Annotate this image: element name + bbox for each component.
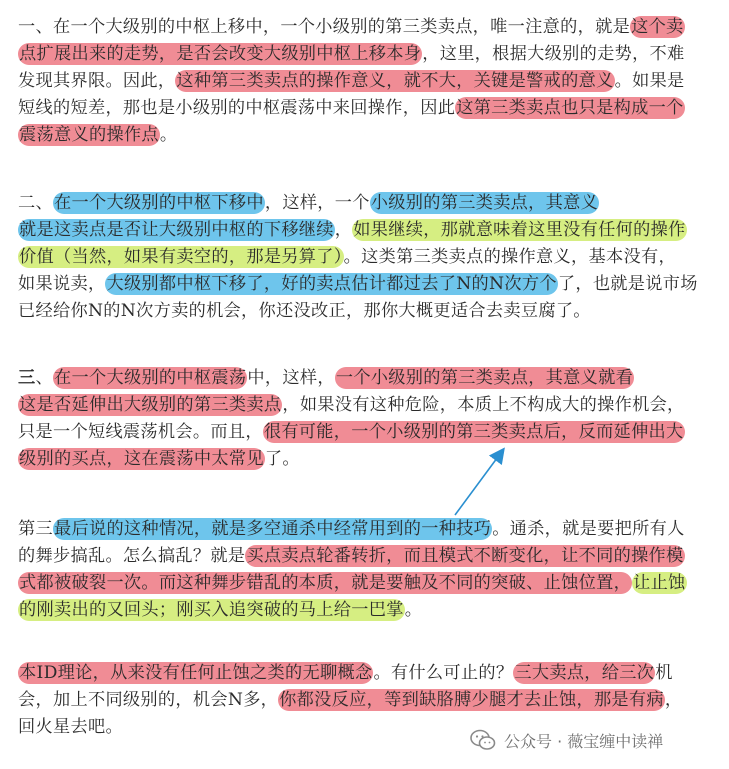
paragraph-4 — [18, 516, 718, 624]
text-line — [18, 365, 718, 392]
text-run: ，如果没有这种危险，本质上不构成大的操作机会， — [282, 395, 685, 415]
text-run: 第三 — [18, 519, 53, 539]
text-run: 一、在一个大级别的中枢上移中，一个小级别的第三类卖点，唯一注意的，就是 — [18, 17, 631, 37]
text-run: 。有什么可止的？ — [373, 663, 514, 683]
text-run: 机 — [655, 663, 673, 683]
text-line — [18, 41, 718, 68]
paragraph-1 — [18, 14, 718, 149]
paragraph-3 — [18, 365, 718, 473]
text-run: 。 — [404, 600, 423, 620]
text-run: 。通杀，就是要把所有人 — [492, 519, 685, 539]
text-line — [18, 14, 718, 41]
text-run: 。这类第三类卖点的操作意义，基本没有， — [343, 247, 676, 267]
text-run: 二、 — [18, 193, 53, 213]
highlight-red: 你都没反应，等到缺胳膊少腿才去止蚀，那是有病 — [279, 690, 664, 710]
highlight-red: 一个小级别的第三类卖点，其意义就看 — [335, 368, 634, 388]
watermark-text: 公众号 · 薇宝缠中读禅 — [504, 731, 664, 751]
text-run: 回火星去吧。 — [18, 717, 123, 737]
text-run: 会，加上不同级别的，机会N多， — [18, 690, 279, 710]
text-line — [18, 68, 718, 95]
highlight-green: 价值（当然，如果有卖空的，那是另算了） — [19, 247, 343, 267]
highlight-blue: 最后说的这种情况，就是多空通杀中经常用到的一种技巧 — [53, 519, 492, 539]
highlight-red: 震荡意义的操作点 — [19, 125, 159, 145]
highlight-green: 让止蚀 — [633, 573, 686, 593]
text-line — [18, 95, 718, 122]
text-line — [18, 244, 718, 271]
highlight-red: 这种第三类卖点的操作意义，就不大，关键是警戒的意义 — [176, 71, 614, 91]
highlight-red: 点扩展出来的走势，是否会改变大级别中枢上移本身 — [19, 44, 422, 64]
highlight-blue: 在一个大级别的中枢下移中 — [53, 193, 264, 213]
highlight-red: 级别的买点，这在震荡中太常见 — [19, 449, 264, 469]
text-line — [18, 271, 718, 298]
wechat-icon — [470, 729, 496, 751]
highlight-red: 这第三类卖点也只是构成一个 — [456, 98, 684, 118]
text-run: ， — [664, 690, 683, 710]
highlight-red: 三大卖点，给三次 — [514, 663, 655, 683]
highlight-red: 本ID理论，从来没有任何止蚀之类的无聊概念 — [19, 663, 373, 683]
text-run: ， — [334, 220, 353, 240]
text-line — [18, 217, 718, 244]
text-run: 。如果是 — [614, 71, 685, 91]
text-line — [18, 516, 718, 543]
text-line — [18, 298, 718, 325]
text-run: 、 — [35, 368, 53, 388]
highlight-red: 在一个大级别的中枢震荡 — [54, 368, 247, 388]
text-line — [18, 660, 718, 687]
text-run: 的舞步搞乱。怎么搞乱？就是 — [18, 546, 246, 566]
text-line — [18, 687, 718, 714]
highlight-green: 如果继续，那就意味着这里没有任何的操作 — [353, 220, 686, 240]
watermark — [470, 727, 663, 753]
text-run: ，这里，根据大级别的走势，不难 — [422, 44, 685, 64]
text-run: 中，这样， — [247, 368, 335, 388]
highlight-red: 很有可能，一个小级别的第三类卖点后，反而延伸出大 — [263, 422, 684, 442]
section-number: 三 — [18, 368, 36, 388]
paragraph-2 — [18, 190, 718, 325]
highlight-blue: 就是这卖点是否让大级别中枢的下移继续 — [19, 220, 334, 240]
text-line — [18, 392, 718, 419]
text-run: 已经给你N的N次方卖的机会，你还没改正，那你大概更适合去卖豆腐了。 — [18, 301, 591, 321]
text-run: 发现其界限。因此， — [18, 71, 176, 91]
highlight-blue: 小级别的第三类卖点，其意义 — [370, 193, 599, 213]
text-run: 短线的短差，那也是小级别的中枢震荡中来回操作，因此 — [18, 98, 456, 118]
text-run: 如果说卖， — [18, 274, 106, 294]
text-line — [18, 570, 718, 597]
text-run: 只是一个短线震荡机会。而且， — [18, 422, 263, 442]
text-line — [18, 543, 718, 570]
highlight-red: 这是否延伸出大级别的第三类卖点 — [19, 395, 282, 415]
text-run: 。 — [159, 125, 178, 145]
text-line — [18, 446, 718, 473]
highlight-blue: 大级别都中枢下移了，好的卖点估计都过去了N的N次方个 — [106, 274, 557, 294]
highlight-red: 式都被破裂一次。而这种舞步错乱的本质，就是要触及不同的突破、止蚀位置， — [19, 573, 632, 593]
text-line — [18, 190, 718, 217]
highlight-green: 的刚卖出的又回头；刚买入追突破的马上给一巴掌 — [19, 600, 404, 620]
highlight-red: 这个卖 — [631, 17, 684, 37]
highlight-red: 买点卖点轮番转折，而且模式不断变化，让不同的操作模 — [246, 546, 684, 566]
text-line — [18, 419, 718, 446]
text-line — [18, 122, 718, 149]
text-line — [18, 597, 718, 624]
text-run: 了，也就是说市场 — [557, 274, 698, 294]
text-run: ，这样，一个 — [264, 193, 370, 213]
text-run: 了。 — [264, 449, 300, 469]
